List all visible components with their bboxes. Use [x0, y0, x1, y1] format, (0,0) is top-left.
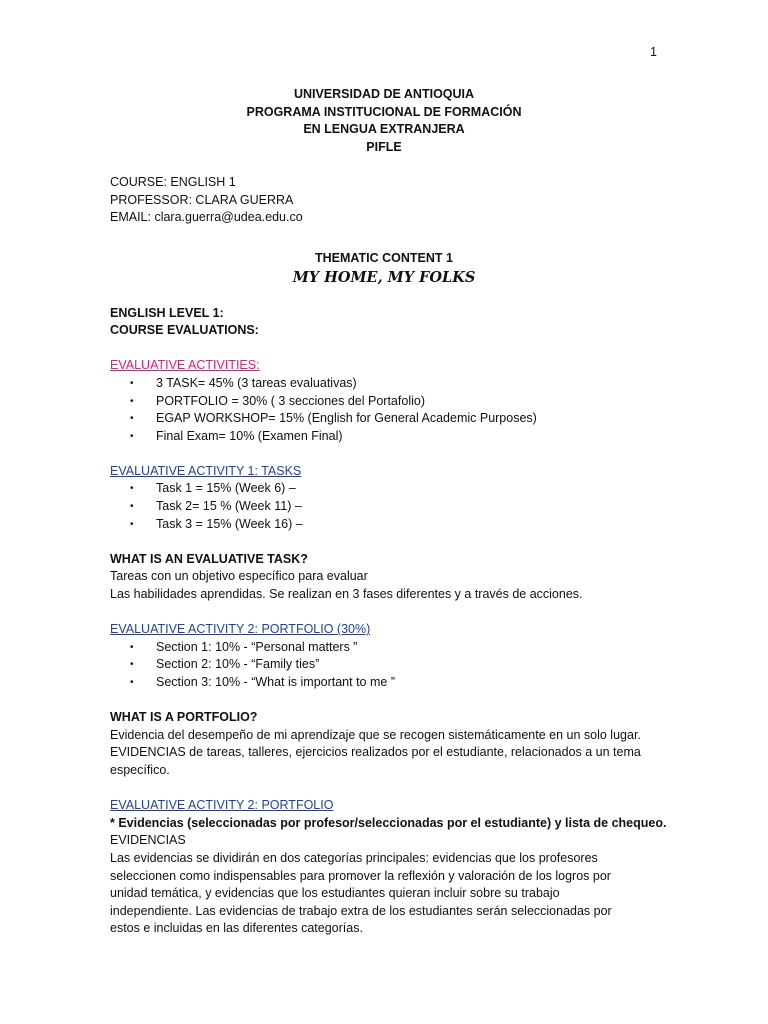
bullet-icon: • [130, 430, 134, 442]
list-item: • Section 3: 10% - “What is important to me ” [130, 674, 670, 692]
program-name: PROGRAMA INSTITUCIONAL DE FORMACIÓN [246, 104, 522, 119]
paragraph-line: independiente. Las evidencias de trabajo extra de los estudiantes serán seleccionadas por [110, 903, 612, 918]
list-item: • Task 3 = 15% (Week 16) – [130, 516, 670, 534]
activity1-heading: EVALUATIVE ACTIVITY 1: TASKS [110, 463, 302, 478]
list-item: • Task 2= 15 % (Week 11) – [130, 498, 670, 516]
tasks-list [110, 480, 670, 533]
course-line: COURSE: ENGLISH 1 [110, 174, 236, 189]
university-name: UNIVERSIDAD DE ANTIOQUIA [293, 87, 475, 101]
portfolio-definition [110, 709, 670, 779]
list-item: • Section 2: 10% - “Family ties” [130, 656, 670, 674]
bullet-icon: • [130, 518, 134, 530]
evidences-paragraph [110, 850, 670, 938]
paragraph-line: estos e incluidas en las diferentes categorías. [110, 921, 363, 936]
list-item: • EGAP WORKSHOP= 15% (English for General Academic Purposes) [130, 410, 670, 428]
portfolio-def-line: EVIDENCIAS de tareas, talleres, ejercicios realizados por el estudiante, relacionados a un tema [110, 745, 641, 760]
program-name-cont: EN LENGUA EXTRANJERA [303, 122, 465, 137]
thematic-block [110, 250, 658, 287]
bullet-icon: • [130, 377, 134, 389]
bullet-icon: • [130, 659, 134, 671]
portfolio-sections-list [110, 639, 670, 692]
level-block [110, 305, 670, 340]
activity1-section [110, 463, 670, 533]
bullet-icon: • [130, 641, 134, 653]
task-def-line: Tareas con un objetivo específico para evaluar [110, 569, 368, 584]
activity2b-heading: EVALUATIVE ACTIVITY 2: PORTFOLIO [110, 798, 334, 813]
course-info [110, 174, 670, 227]
list-item: • PORTFOLIO = 30% ( 3 secciones del Portafolio) [130, 393, 670, 411]
evaluative-activities-section [110, 357, 670, 445]
bullet-icon: • [130, 413, 134, 425]
paragraph-line: seleccionen como indispensables para promover la reflexión y valoración de los logros por [110, 868, 611, 883]
thematic-title: THEMATIC CONTENT 1 [315, 251, 453, 266]
activity2-section [110, 621, 670, 691]
document-page [110, 86, 670, 938]
institution-header [110, 86, 658, 156]
evaluative-activities-list [110, 375, 670, 445]
portfolio-def-line: Evidencia del desempeño de mi aprendizaje que se recogen sistemáticamente en un solo lugar. [110, 727, 641, 742]
activity2b-section [110, 797, 670, 938]
thematic-subtitle: MY HOME, MY FOLKS [292, 268, 476, 286]
task-def-line: Las habilidades aprendidas. Se realizan en 3 fases diferentes y a través de acciones. [110, 587, 583, 602]
task-question: WHAT IS AN EVALUATIVE TASK? [110, 551, 308, 566]
list-item: • Task 1 = 15% (Week 6) – [130, 480, 670, 498]
evaluative-activities-heading: EVALUATIVE ACTIVITIES: [110, 358, 260, 373]
bullet-icon: • [130, 395, 134, 407]
evidences-note: * Evidencias (seleccionadas por profesor/seleccionadas por el estudiante) y lista de chequeo. [110, 815, 667, 830]
list-item: • 3 TASK= 45% (3 tareas evaluativas) [130, 375, 670, 393]
course-evaluations-label: COURSE EVALUATIONS: [110, 323, 259, 338]
list-item: • Final Exam= 10% (Examen Final) [130, 428, 670, 446]
bullet-icon: • [130, 483, 134, 495]
list-item: • Section 1: 10% - “Personal matters ” [130, 639, 670, 657]
program-acronym: PIFLE [366, 139, 402, 154]
task-definition [110, 551, 670, 604]
email-line: EMAIL: clara.guerra@udea.edu.co [110, 210, 303, 225]
paragraph-line: Las evidencias se dividirán en dos categorías principales: evidencias que los profesores [110, 850, 598, 865]
portfolio-question: WHAT IS A PORTFOLIO? [110, 710, 258, 725]
professor-line: PROFESSOR: CLARA GUERRA [110, 192, 294, 207]
portfolio-def-line: específico. [110, 762, 170, 777]
bullet-icon: • [130, 501, 134, 513]
english-level: ENGLISH LEVEL 1: [110, 305, 224, 320]
bullet-icon: • [130, 677, 134, 688]
evidences-label: EVIDENCIAS [110, 833, 186, 848]
page-number: 1 [650, 45, 657, 59]
activity2-heading: EVALUATIVE ACTIVITY 2: PORTFOLIO (30%) [110, 622, 371, 637]
paragraph-line: unidad temática, y evidencias que los estudiantes quieran incluir sobre su trabajo [110, 886, 560, 901]
